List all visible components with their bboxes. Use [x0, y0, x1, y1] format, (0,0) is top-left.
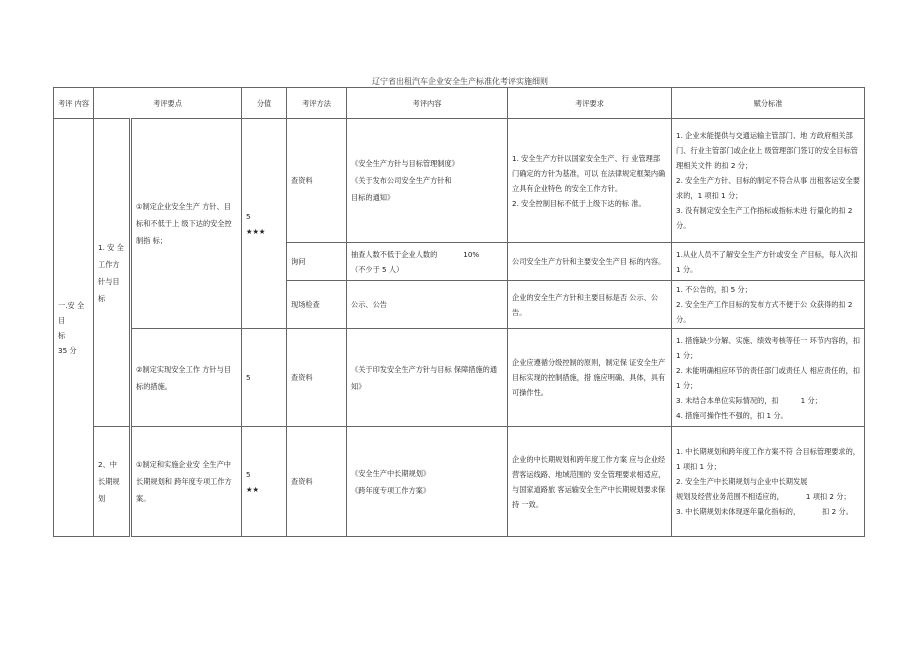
criteria-2: 1.从业人员不了解安全生产方针或安全 产目标，每人次扣 1 分。: [672, 243, 865, 281]
header-criteria: 赋分标准: [672, 88, 865, 119]
criteria-3: 1. 不公告的，扣 5 分； 2. 安全生产工作目标的发布方式不便于公 众获得的扣 2 分。: [672, 281, 865, 329]
method-5: 查资料: [287, 427, 347, 537]
content-1: 《安全生产方针与目标管理制度》 《关于发布公司安全生产方针和 目标的通知》: [347, 119, 508, 243]
header-score: 分值: [242, 88, 287, 119]
score-3: 5 ★★: [242, 427, 287, 537]
star-rating: ★★: [246, 484, 259, 494]
requirement-3: 企业的安全生产方针和主要目标是否 公示、公告。: [508, 281, 672, 329]
method-2: 询问: [287, 243, 347, 281]
requirement-2: 公司安全生产方针和主要安全生产目 标的内容。: [508, 243, 672, 281]
criteria-4: 1. 措施缺少分解、实施、绩效考核等任一 环节内容的，扣 1 分； 2. 未能明确相应环节的责任部门或责任人 相应责任的，扣 1 分； 3. 未结合本单位实际情况的，扣 1 分； 4. 措施可操作性不强的，扣 1 分。: [672, 329, 865, 427]
requirement-4: 企业应遵循分级控制的原则，制定保 证安全生产目标实现的控制措施，措 施应明确、具体，具有可操作性。: [508, 329, 672, 427]
sub-item-1: 1. 安 全工作方 针与目标: [94, 119, 131, 427]
header-requirement: 考评要求: [508, 88, 672, 119]
content-5: 《安全生产中长期规划》 《跨年度专项工作方案》: [347, 427, 508, 537]
star-rating: ★★★: [246, 226, 266, 236]
point-1: ①制定企业安全生产 方针、目标和不低于上 级下达的安全控制指 标；: [131, 119, 242, 329]
requirement-5: 企业的中长期规划和跨年度工作方案 应与企业经营客运线路、地域范围的 安全管理要求相适应，与国家道路旅 客运输安全生产中长期规划要求保持 一致。: [508, 427, 672, 537]
header-row: [54, 88, 865, 119]
method-4: 查资料: [287, 329, 347, 427]
score-2: 5: [242, 329, 287, 427]
criteria-5: 1. 中长期规划和跨年度工作方案不符 合目标管理要求的，1 项扣 1 分； 2. 安全生产中长期规划与企业中长期发展 规划及经营业务范围不相适应的， 1 项扣 2 分； 3. 中长期规划未体现逐年量化指标的， 扣 2 分。: [672, 427, 865, 537]
table-row: [54, 329, 865, 427]
content-2: 抽查人数不低于企业人数的 10% （不少于 5 人）: [347, 243, 508, 281]
point-2: ②制定实现安全工作 方针与目标的措施。: [131, 329, 242, 427]
category-cell: 一.安 全目 标 35 分: [54, 119, 94, 537]
header-eval-content: 考评内容: [347, 88, 508, 119]
evaluation-table: [53, 87, 865, 537]
criteria-1: 1. 企业未能提供与交通运输主管部门、地 方政府相关部门、行业主管部门或企业上 级管理部门签订的安全目标管理相关文件 的扣 2 分； 2. 安全生产方针、目标的制定不符合从事 出租客运安全要求的，1 项扣 1 分； 3. 没有制定安全生产工作指标或指标未进 行量化的扣 2 分。: [672, 119, 865, 243]
header-method: 考评方法: [287, 88, 347, 119]
method-3: 现场检查: [287, 281, 347, 329]
score-1: 5 ★★★: [242, 119, 287, 329]
content-3: 公示、公告: [347, 281, 508, 329]
table-row: [54, 427, 865, 537]
header-content: 考评 内容: [54, 88, 94, 119]
method-1: 查资料: [287, 119, 347, 243]
header-points: 考评要点: [94, 88, 242, 119]
sub-item-2: 2、中 长期规划: [94, 427, 131, 537]
content-4: 《关于印发安全生产方针与目标 保障措施的通知》: [347, 329, 508, 427]
requirement-1: 1. 安全生产方针以国家安全生产、行 业管理部门确定的方针为基准，可以 在法律规定框架内确立具有企业特色 的安全工作方针。 2. 安全控制目标不低于上级下达的标 准。: [508, 119, 672, 243]
point-3: ①制定和实施企业安 全生产中长期规划和 跨年度专项工作方案。: [131, 427, 242, 537]
table-row: [54, 119, 865, 243]
document-title: 辽宁省出租汽车企业安全生产标准化考评实施细则: [372, 77, 548, 86]
